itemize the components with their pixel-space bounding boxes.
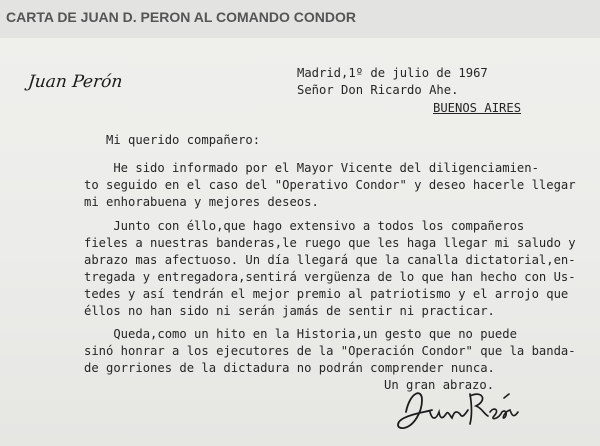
letter-salutation: Mi querido compañero: bbox=[106, 133, 261, 147]
paragraph-2-line: fieles a nuestras banderas,le ruego que les haga llegar mi saludo y bbox=[84, 236, 576, 250]
paragraph-2-line: éllos no han sido ni serán jamás de sentir ni practicar. bbox=[84, 304, 495, 318]
paragraph-2-line: Junto con éllo,que hago extensivo a todos los compañeros bbox=[84, 219, 525, 233]
signature-image bbox=[392, 382, 527, 437]
paragraph-3-line: sinó honrar a los ejecutores de la "Operación Condor" que la banda- bbox=[84, 344, 576, 358]
letter-city: BUENOS AIRES bbox=[433, 101, 522, 115]
letter-closing: Un gran abrazo. bbox=[384, 378, 495, 392]
paragraph-3-line: Queda,como un hito en la Historia,un gesto que no puede bbox=[84, 327, 517, 341]
letter-date: Madrid,1º de julio de 1967 bbox=[297, 66, 488, 80]
paragraph-2-line: tregada y entregadora,sentirá vergüenza de lo que han hecho con Us- bbox=[84, 270, 576, 284]
paragraph-2-line: abrazo mas afectuoso. Un día llegará que la canalla dictatorial,en- bbox=[84, 253, 576, 267]
paragraph-1-line: mi enhorabuena y mejores deseos. bbox=[84, 195, 319, 209]
header-bar bbox=[0, 0, 600, 38]
letterhead-name: Juan Perón bbox=[26, 72, 124, 92]
page-title: CARTA DE JUAN D. PERON AL COMANDO CONDOR bbox=[6, 9, 357, 25]
letter-recipient: Señor Don Ricardo Ahe. bbox=[297, 83, 459, 97]
paragraph-1-line: He sido informado por el Mayor Vicente del diligenciamien- bbox=[84, 161, 539, 175]
paragraph-1-line: to seguido en el caso del "Operativo Condor" y deseo hacerle llegar bbox=[84, 178, 576, 192]
paragraph-3-line: de gorriones de la dictadura no podrán comprender nunca. bbox=[84, 361, 495, 375]
paragraph-2-line: tedes y así tendrán el mejor premio al patriotismo y el arrojo que bbox=[84, 287, 569, 301]
